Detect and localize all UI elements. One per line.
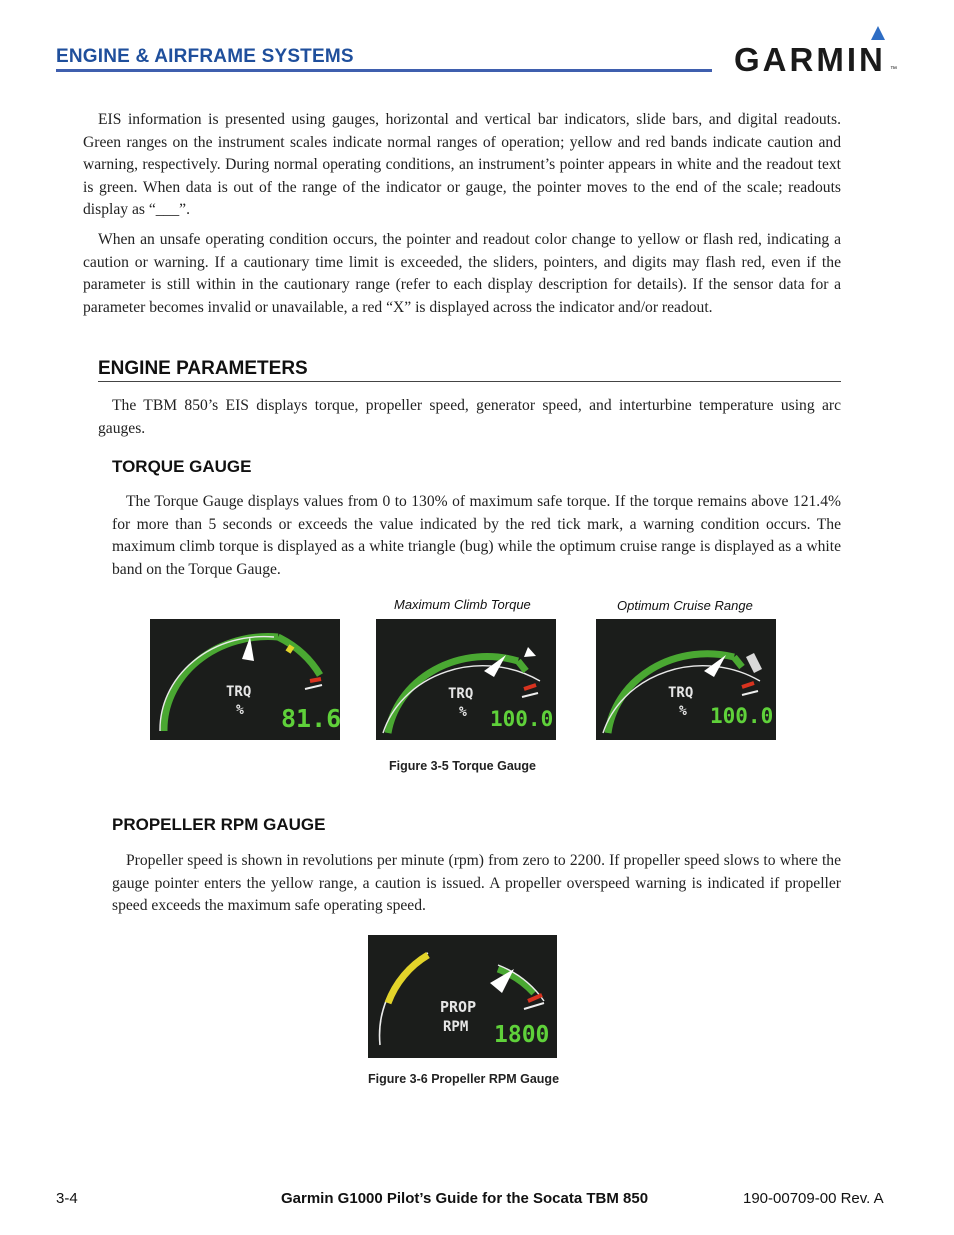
gauge-label-rpm: RPM xyxy=(443,1019,469,1035)
propeller-rpm-gauge xyxy=(368,935,557,1058)
gauge-unit: % xyxy=(679,704,687,719)
caution-arc xyxy=(388,955,428,1003)
trademark-text: ™ xyxy=(890,66,897,73)
gauge-readout: 81.6 xyxy=(281,704,340,733)
gauge-readout: 1800 xyxy=(494,1022,550,1048)
logo-triangle-icon xyxy=(871,26,885,40)
gauge-unit: % xyxy=(459,705,467,720)
figure-3-6-caption: Figure 3-6 Propeller RPM Gauge xyxy=(368,1072,560,1086)
brand-text: GARMIN xyxy=(734,41,886,78)
warning-tick xyxy=(742,683,754,687)
page-number: 3-4 xyxy=(56,1190,78,1207)
gauge-readout: 100.0 xyxy=(490,707,554,731)
callout-max-climb-torque: Maximum Climb Torque xyxy=(394,597,531,612)
warning-tick xyxy=(524,685,536,689)
gauge-label: TRQ xyxy=(226,684,252,700)
propeller-rpm-paragraph: Propeller speed is shown in revolutions per minute (rpm) from zero to 2200. If propeller speed slows to where the gauge pointer enters the yellow range, a caution is issued. A propeller overspeed warning is indicated if propeller speed exceeds the maximum safe operating speed. xyxy=(112,852,841,915)
torque-gauge-heading: TORQUE GAUGE xyxy=(112,457,252,476)
torque-gauge-2 xyxy=(376,619,556,740)
engine-parameters-paragraph: The TBM 850’s EIS displays torque, propeller speed, generator speed, and interturbine temperature using arc gauges. xyxy=(98,397,841,437)
intro-paragraph-1: EIS information is presented using gauges, horizontal and vertical bar indicators, slide bars, and digital readouts. Green ranges on the instrument scales indicate normal ranges of operation; yellow and red bands indicate caution and warning, respectively. During normal operating conditions, an instrument’s pointer appears in white and the readout text is green. When data is out of the range of the indicator or gauge, the pointer moves to the end of the scale; readouts display as “___”. xyxy=(83,111,841,219)
caution-mark xyxy=(288,646,292,652)
warning-tick xyxy=(528,995,542,1001)
section-title: ENGINE & AIRFRAME SYSTEMS xyxy=(56,46,354,67)
torque-gauge-3 xyxy=(596,619,776,740)
cruise-band-icon xyxy=(746,653,762,673)
document-number: 190-00709-00 Rev. A xyxy=(743,1190,884,1207)
engine-parameters-rule xyxy=(98,381,841,382)
climb-bug-icon xyxy=(524,647,536,657)
warning-tick xyxy=(310,679,321,681)
gauge-unit: % xyxy=(236,703,244,718)
intro-paragraph-2: When an unsafe operating condition occurs, the pointer and readout color change to yellow or flash red, indicating a caution or warning. If a cautionary time limit is exceeded, the sliders, pointers, and digits may flash red, even if the parameter is still within in the cautionary range (refer to each display description for details). If the sensor data for a parameter becomes invalid or unavailable, a red “X” is displayed across the indicator and/or readout. xyxy=(83,231,841,316)
footer-title: Garmin G1000 Pilot’s Guide for the Socata TBM 850 xyxy=(281,1190,649,1207)
section-title-rule xyxy=(56,69,712,72)
green-arc xyxy=(164,637,278,731)
propeller-rpm-heading: PROPELLER RPM GAUGE xyxy=(112,815,326,834)
gauge-label: TRQ xyxy=(448,686,474,702)
engine-parameters-heading: ENGINE PARAMETERS xyxy=(98,358,308,379)
gauge-readout: 100.0 xyxy=(710,704,774,728)
figure-3-5-caption: Figure 3-5 Torque Gauge xyxy=(389,759,537,773)
gauge-label: TRQ xyxy=(668,685,694,701)
callout-optimum-cruise-range: Optimum Cruise Range xyxy=(617,598,753,613)
gauge-label-prop: PROP xyxy=(440,998,477,1016)
torque-gauge-paragraph: The Torque Gauge displays values from 0 to 130% of maximum safe torque. If the torque remains above 121.4% for more than 5 seconds or exceeds the value indicated by the red tick mark, a warning condition occurs. The maximum climb torque is displayed as a white triangle (bug) while the optimum cruise range is displayed as a white band on the Torque Gauge. xyxy=(112,493,841,578)
garmin-logo xyxy=(730,24,900,78)
torque-gauge-1 xyxy=(150,619,340,740)
